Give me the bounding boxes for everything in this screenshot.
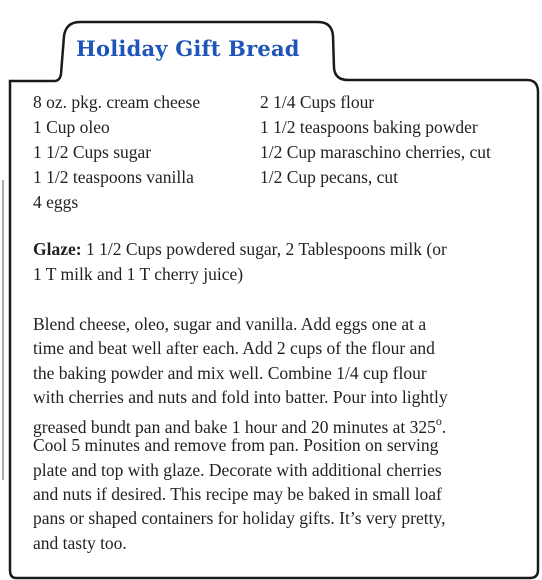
glaze-label: Glaze: [33, 239, 82, 259]
glaze-line-1: 1 1/2 Cups powdered sugar, 2 Tablespoons milk (or [85, 239, 447, 259]
directions-line: and nuts if desired. This recipe may be baked in small loaf [33, 484, 442, 505]
glaze-line-2: 1 T milk and 1 T cherry juice) [33, 264, 244, 284]
ingredient-item: 1 1/2 Cups sugar [33, 142, 152, 162]
directions-line: time and beat well after each. Add 2 cups of the flour and [33, 338, 435, 359]
ingredients-right-column [260, 90, 491, 190]
ingredient-item: 1/2 Cup maraschino cherries, cut [260, 142, 491, 162]
directions-line: pans or shaped containers for holiday gifts. It’s very pretty, [33, 508, 446, 529]
degree-mark: o [435, 414, 442, 429]
ingredient-item: 1/2 Cup pecans, cut [260, 167, 399, 187]
directions-line: and tasty too. [33, 532, 127, 553]
directions-line: Blend cheese, oleo, sugar and vanilla. Add eggs one at a [33, 314, 427, 334]
directions-line: with cherries and nuts and fold into batter. Pour into lightly [33, 386, 448, 407]
ingredient-item: 4 eggs [33, 192, 79, 212]
recipe-title: Holiday Gift Bread [76, 36, 300, 61]
ingredient-item: 2 1/4 Cups flour [260, 92, 375, 112]
ingredient-item: 1 Cup oleo [33, 117, 110, 137]
ingredients-left-column [33, 90, 200, 215]
glaze-instructions [33, 237, 528, 287]
ingredient-item: 8 oz. pkg. cream cheese [33, 92, 201, 112]
directions-line: the baking powder and mix well. Combine 1/4 cup flour [33, 362, 427, 383]
directions-line: greased bundt pan and bake 1 hour and 20 minutes at 325 [33, 417, 436, 438]
ingredient-item: 1 1/2 teaspoons baking powder [260, 117, 478, 137]
directions-line-with-temperature: greased bundt pan and bake 1 hour and 20 minutes at 325$^o$. [33, 414, 447, 438]
ingredient-item: 1 1/2 teaspoons vanilla [33, 167, 194, 187]
directions-paragraph [33, 312, 448, 555]
directions-line: Cool 5 minutes and remove from pan. Position on serving [33, 435, 439, 456]
directions-line: plate and top with glaze. Decorate with additional cherries [33, 459, 442, 480]
